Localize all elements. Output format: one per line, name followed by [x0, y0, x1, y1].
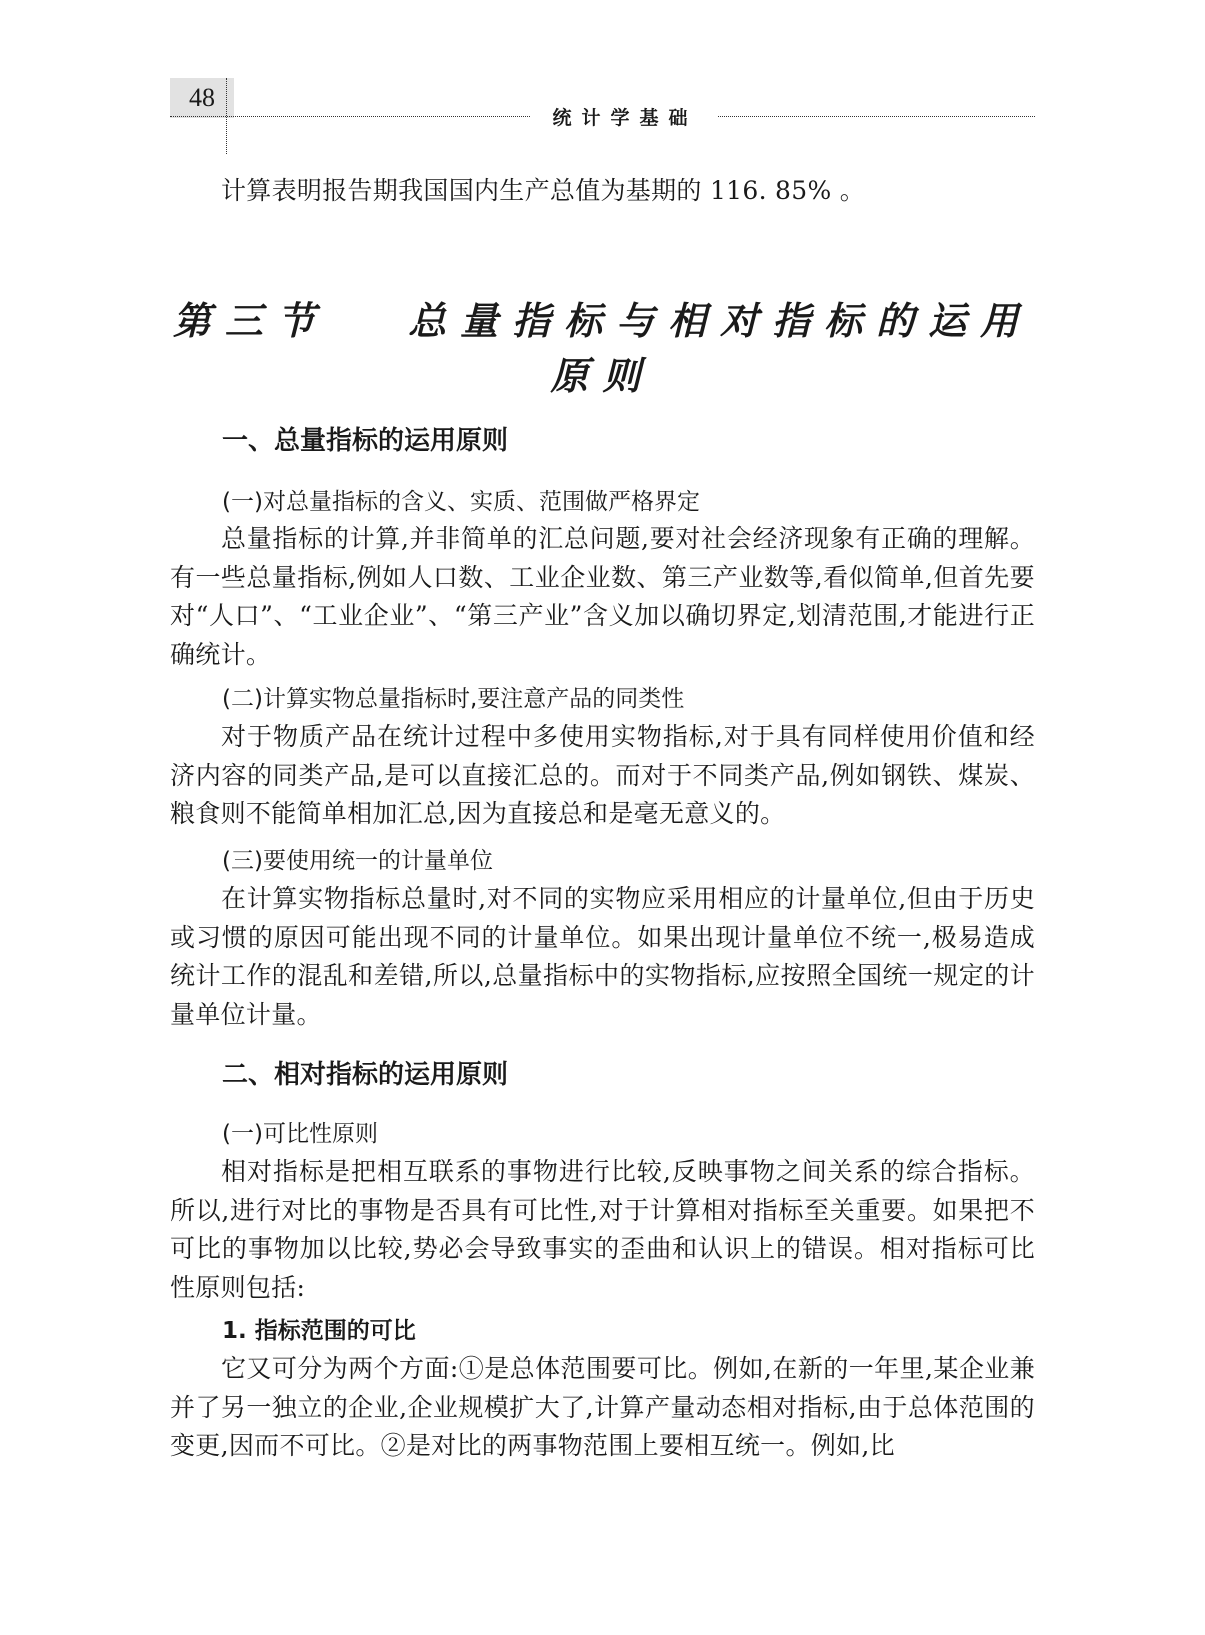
part1-sub3-heading: (三)要使用统一的计量单位 — [222, 848, 493, 874]
part1-sub1-heading: (一)对总量指标的含义、实质、范围做严格界定 — [222, 489, 700, 515]
header-divider-left — [170, 116, 530, 117]
section-title: 第三节 总量指标与相对指标的运用原则 — [172, 298, 1033, 398]
part2-sub1-text: 相对指标是把相互联系的事物进行比较,反映事物之间关系的综合指标。所以,进行对比的事物是否具有可比性,对于计算相对指标至关重要。如果把不可比的事物加以比较,势必会导致事实的歪曲和认识上的错误。相对指标可比性原则包括: — [170, 1157, 1035, 1302]
intro-line: 计算表明报告期我国国内生产总值为基期的 116. 85% 。 — [221, 176, 866, 205]
part1-sub3-text: 在计算实物指标总量时,对不同的实物应采用相应的计量单位,但由于历史或习惯的原因可能出现不同的计量单位。如果出现计量单位不统一,极易造成统计工作的混乱和差错,所以,总量指标中的实物指标,应按照全国统一规定的计量单位计量。 — [170, 884, 1035, 1029]
part1-sub2-text: 对于物质产品在统计过程中多使用实物指标,对于具有同样使用价值和经济内容的同类产品,是可以直接汇总的。而对于不同类产品,例如钢铁、煤炭、粮食则不能简单相加汇总,因为直接总和是毫无意义的。 — [170, 722, 1035, 828]
part1-sub1-text: 总量指标的计算,并非简单的汇总问题,要对社会经济现象有正确的理解。有一些总量指标,例如人口数、工业企业数、第三产业数等,看似简单,但首先要对“人口”、“工业企业”、“第三产业”含义加以确切界定,划清范围,才能进行正确统计。 — [170, 524, 1035, 669]
part1-heading: 一、总量指标的运用原则 — [222, 426, 509, 456]
part2-item1-heading: 1. 指标范围的可比 — [222, 1318, 416, 1344]
page-header — [0, 0, 1205, 160]
part2-sub1-heading: (一)可比性原则 — [222, 1121, 378, 1147]
page-number: 48 — [170, 78, 234, 118]
part2-heading: 二、相对指标的运用原则 — [222, 1060, 509, 1090]
part1-sub2-heading: (二)计算实物总量指标时,要注意产品的同类性 — [222, 686, 685, 712]
running-title: 统计学基础 — [552, 107, 698, 129]
part2-item1-text: 它又可分为两个方面:①是总体范围要可比。例如,在新的一年里,某企业兼并了另一独立的企业,企业规模扩大了,计算产量动态相对指标,由于总体范围的变更,因而不可比。②是对比的两事物范围上要相互统一。例如,比 — [170, 1354, 1035, 1460]
header-divider-right — [718, 116, 1035, 117]
